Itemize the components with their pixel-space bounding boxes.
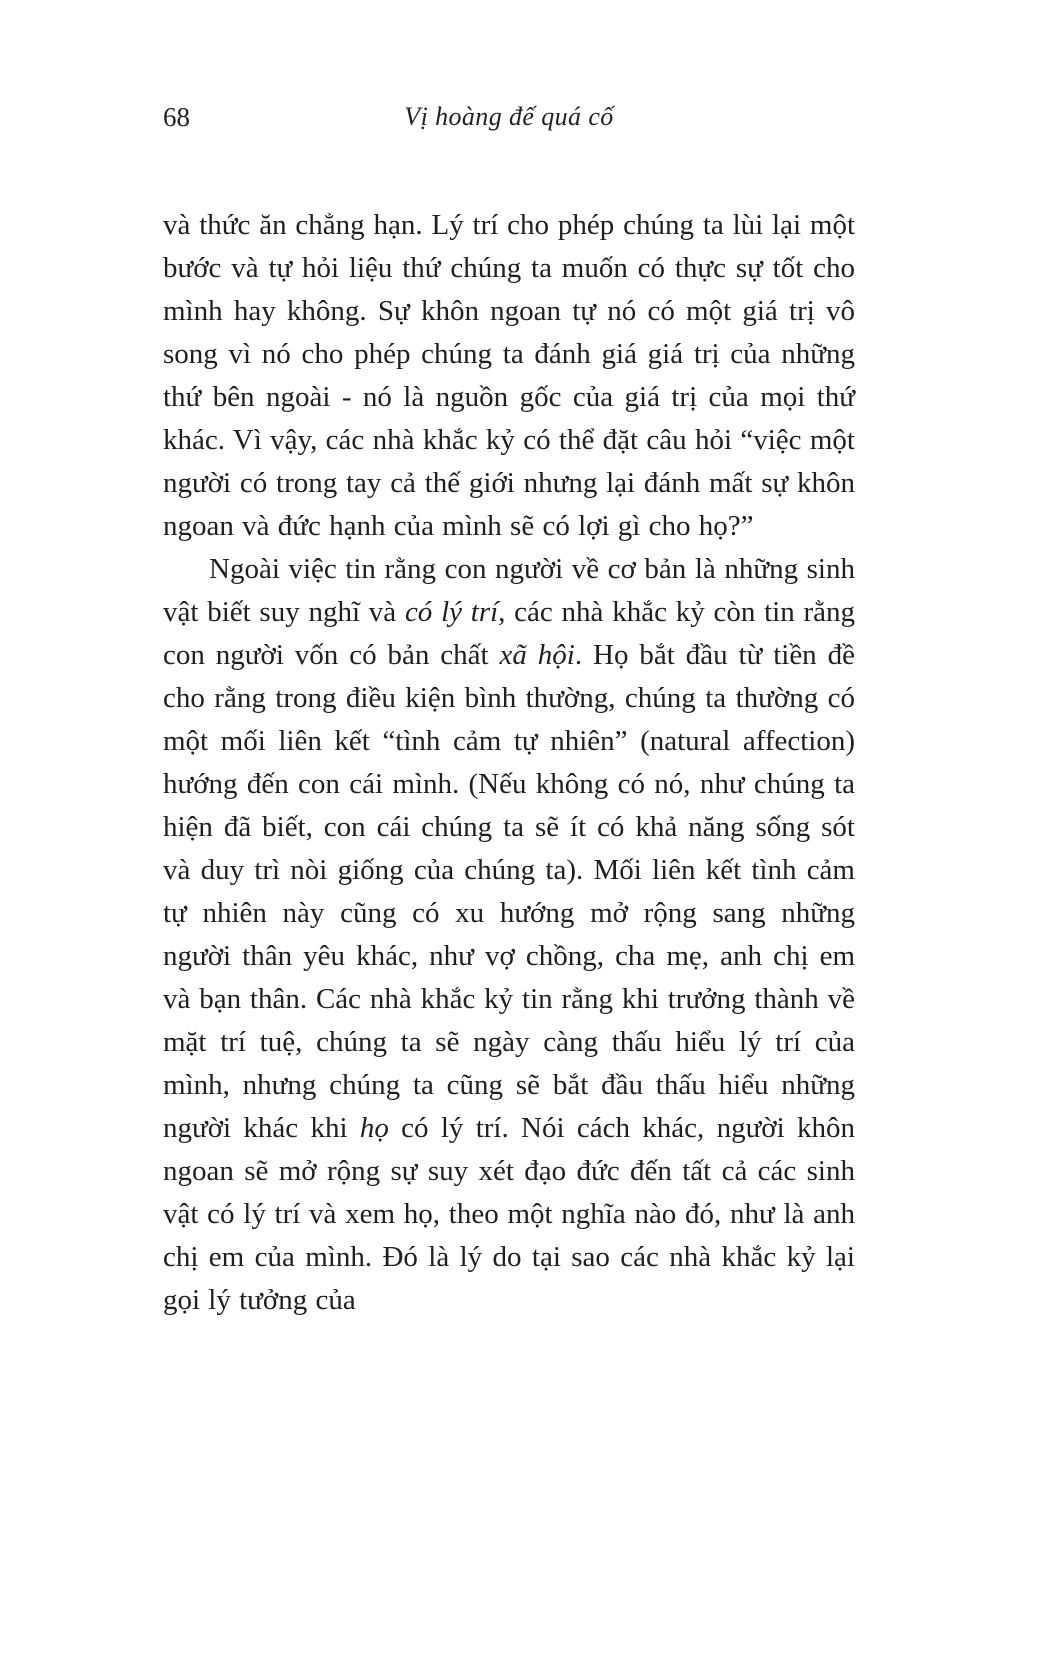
page-header — [163, 102, 855, 138]
body-text — [163, 204, 855, 1322]
running-title: Vị hoàng đế quá cố — [404, 102, 614, 131]
text-run: . Họ bắt đầu từ tiền đề cho rằng trong điều kiện bình thường, chúng ta thường có một mối liên kết “tình cảm tự nhiên” (natural affection) hướng đến con cái mình. (Nếu không có nó, như chúng ta hiện đã biết, con cái chúng ta sẽ ít có khả năng sống sót và duy trì nòi giống của chúng ta). Mối liên kết tình cảm tự nhiên này cũng có xu hướng mở rộng sang những người thân yêu khác, như vợ chồng, cha mẹ, anh chị em và bạn thân. Các nhà khắc kỷ tin rằng khi trưởng thành về mặt trí tuệ, chúng ta sẽ ngày càng thấu hiểu lý trí của mình, nhưng chúng ta cũng sẽ bắt đầu thấu hiểu những người khác khi — [163, 639, 855, 1144]
italic-text-run: có lý trí — [404, 596, 499, 628]
text-run: Ngoài việc tin rằng con người về cơ bản là những sinh vật biết suy nghĩ và — [163, 553, 855, 628]
text-run: , các nhà khắc kỷ còn tin rằng con người vốn có bản chất — [163, 596, 855, 671]
text-run: có lý trí. Nói cách khác, người khôn ngoan sẽ mở rộng sự suy xét đạo đức đến tất cả các sinh vật có lý trí và xem họ, theo một nghĩa nào đó, như là anh chị em của mình. Đó là lý do tại sao các nhà khắc kỷ lại gọi lý tưởng của — [163, 1112, 855, 1316]
paragraph — [163, 204, 855, 548]
paragraph — [163, 548, 855, 1322]
page-number: 68 — [163, 102, 190, 132]
italic-text-run: xã hội — [499, 639, 575, 671]
text-run: và thức ăn chẳng hạn. Lý trí cho phép chúng ta lùi lại một bước và tự hỏi liệu thứ chúng ta muốn có thực sự tốt cho mình hay không. Sự khôn ngoan tự nó có một giá trị vô song vì nó cho phép chúng ta đánh giá giá trị của những thứ bên ngoài - nó là nguồn gốc của giá trị của mọi thứ khác. Vì vậy, các nhà khắc kỷ có thể đặt câu hỏi “việc một người có trong tay cả thế giới nhưng lại đánh mất sự khôn ngoan và đức hạnh của mình sẽ có lợi gì cho họ?” — [163, 209, 855, 542]
italic-text-run: họ — [359, 1112, 389, 1144]
